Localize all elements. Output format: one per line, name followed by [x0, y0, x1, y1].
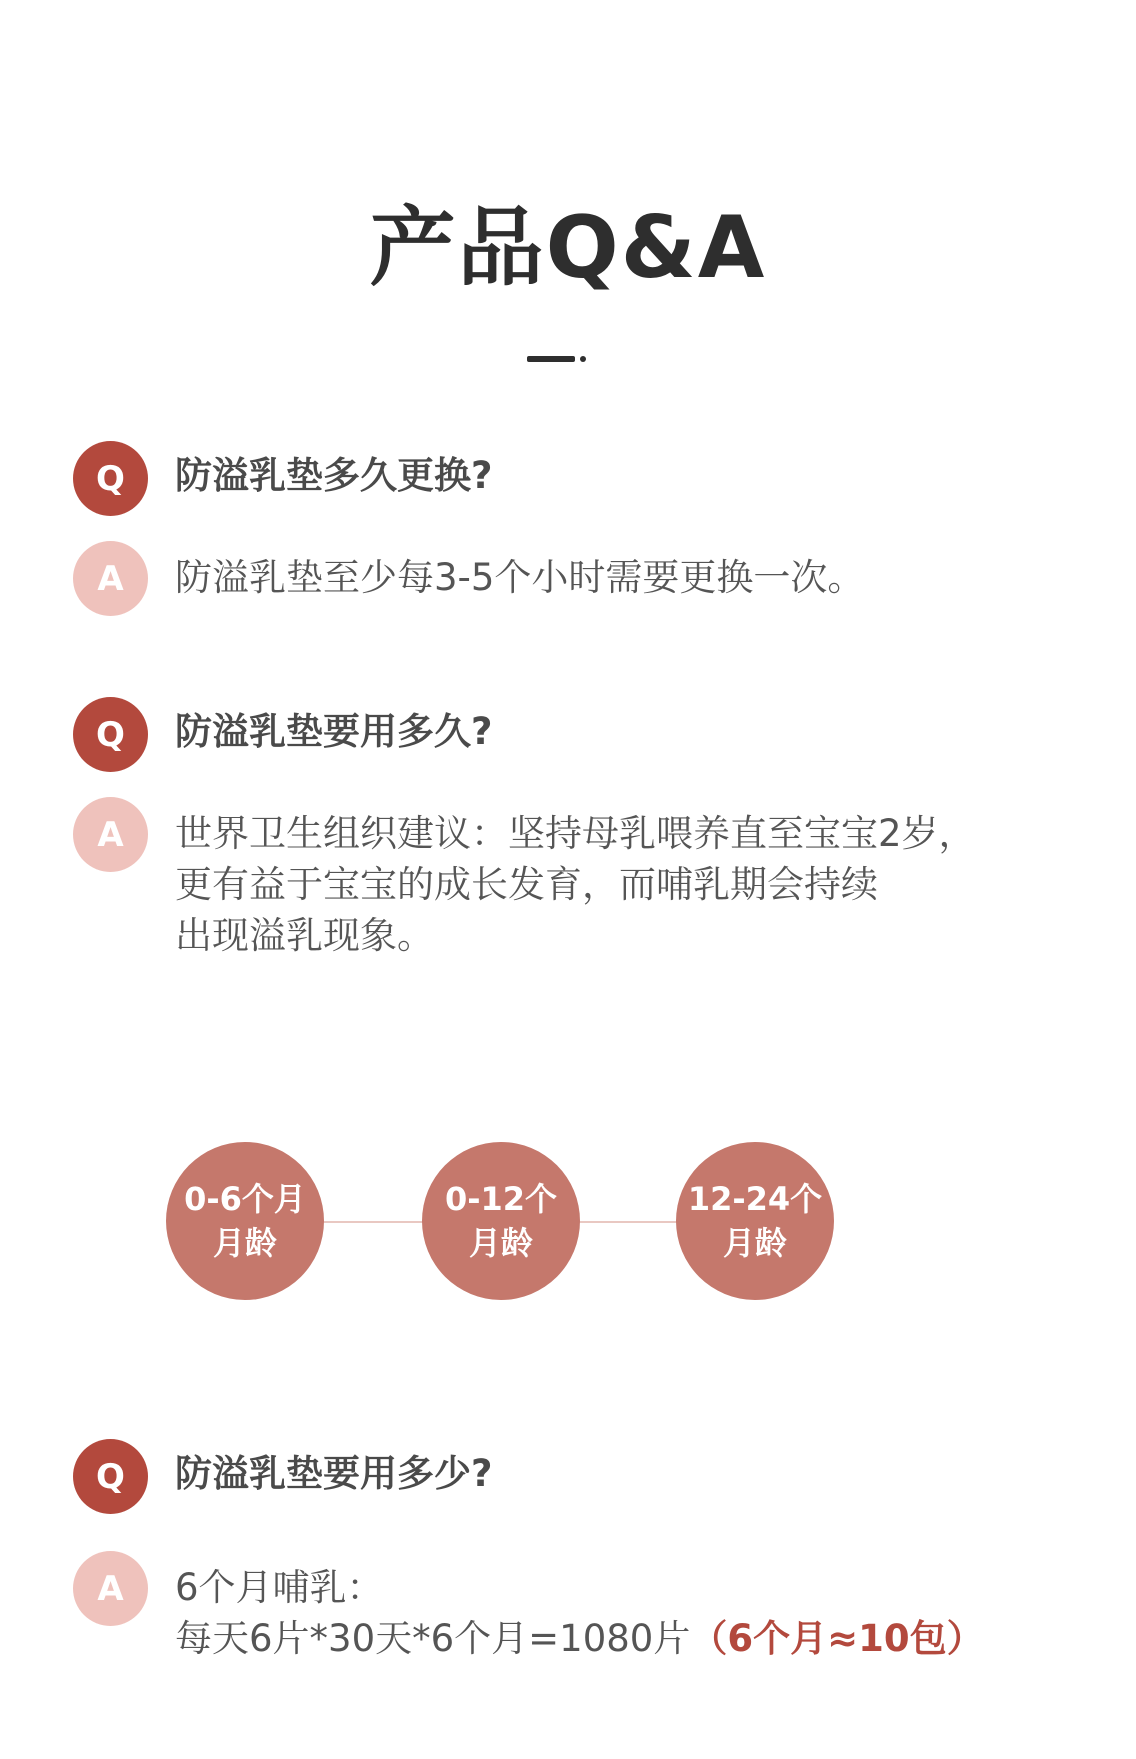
- answer-text: [175, 552, 864, 603]
- stage-range: 0-12个: [444, 1180, 558, 1218]
- stage-range: 0-6个月: [184, 1180, 306, 1218]
- stage-circle-0-6: [166, 1142, 324, 1300]
- answer-line: [175, 1613, 984, 1664]
- answer-text: [175, 1562, 984, 1664]
- answer-badge: A: [73, 1551, 148, 1626]
- question-badge: Q: [73, 697, 148, 772]
- stage-label: 月龄: [722, 1224, 787, 1262]
- answer-badge: A: [73, 797, 148, 872]
- question-badge: Q: [73, 1439, 148, 1514]
- answer-calculation: 每天6片*30天*6个月=1080片: [175, 1617, 691, 1660]
- divider-bar: [527, 356, 575, 362]
- title-divider: [527, 356, 587, 362]
- question-text: 防溢乳垫要用多少?: [175, 1452, 493, 1495]
- stage-label: 月龄: [468, 1224, 533, 1262]
- question-text: 防溢乳垫多久更换?: [175, 454, 493, 497]
- question-text: 防溢乳垫要用多久?: [175, 710, 493, 753]
- question-badge: Q: [73, 441, 148, 516]
- answer-line: 防溢乳垫至少每3-5个小时需要更换一次。: [175, 556, 865, 599]
- stage-range: 12-24个: [687, 1180, 823, 1218]
- age-stage-timeline: [166, 1142, 838, 1302]
- answer-line: 世界卫生组织建议：坚持母乳喂养直至宝宝2岁，: [175, 812, 976, 855]
- stage-circle-12-24: [676, 1142, 834, 1300]
- answer-highlight: （6个月≈10包）: [690, 1617, 984, 1660]
- page-title: 产品Q&A: [369, 198, 767, 298]
- answer-line: 更有益于宝宝的成长发育，而哺乳期会持续: [175, 863, 878, 906]
- answer-badge: A: [73, 541, 148, 616]
- answer-text: [175, 808, 976, 961]
- stage-label: 月龄: [212, 1224, 277, 1262]
- answer-line: 6个月哺乳：: [175, 1566, 384, 1609]
- divider-dot: [580, 356, 586, 362]
- stage-circle-0-12: [422, 1142, 580, 1300]
- answer-line: 出现溢乳现象。: [175, 914, 434, 957]
